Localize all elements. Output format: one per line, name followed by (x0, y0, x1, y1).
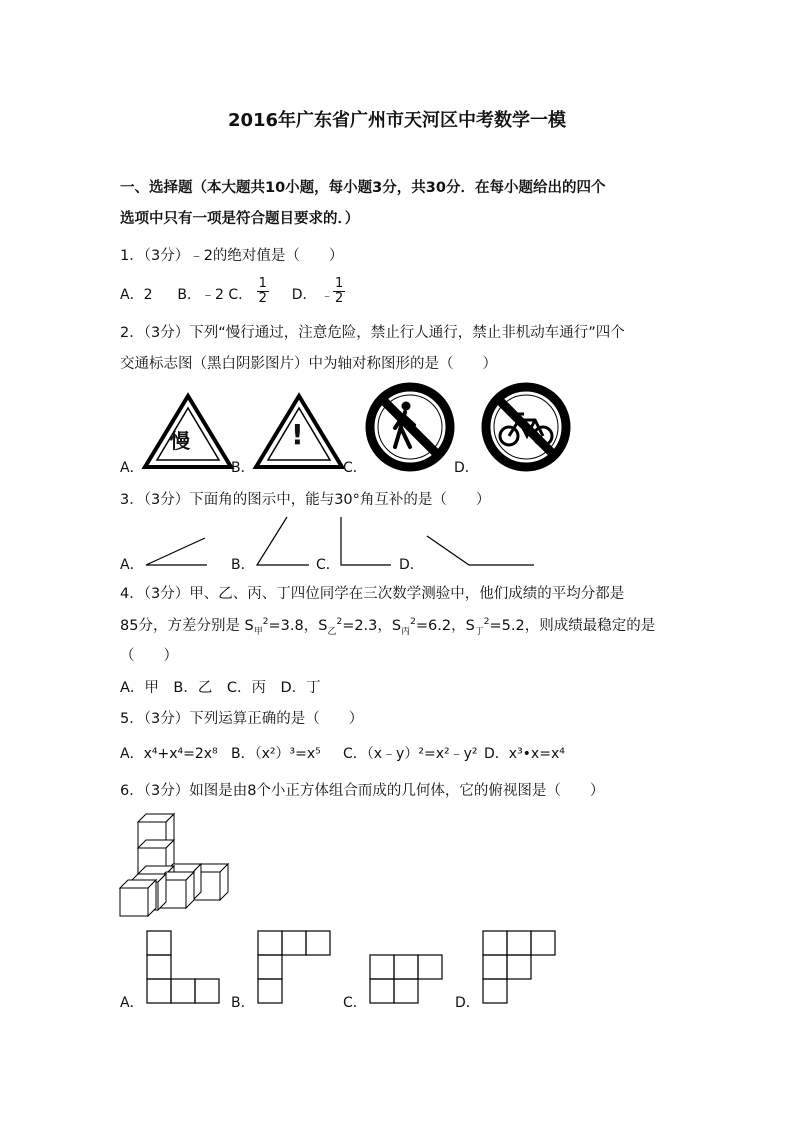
q4-sub-bing: 丙 (401, 626, 411, 637)
q4-text-pre: 85分，方差分别是 S (120, 618, 254, 634)
q5-option-a: A．x⁴+x⁴=2x⁸ (120, 746, 218, 762)
q4-val-1: =3.8，S (268, 618, 328, 634)
q6-label-d: D． (455, 995, 480, 1011)
q1-option-b: B．﹣2 (177, 287, 224, 303)
top-view-a-icon (147, 931, 219, 1003)
q4-sq-4: 2 (483, 617, 490, 628)
q1-d-numerator: 1 (335, 275, 344, 291)
q1-c-denominator: 2 (258, 290, 267, 306)
q6-label-a: A． (120, 995, 144, 1011)
section-heading-line2: 选项中只有一项是符合题目要求的．） (120, 211, 360, 227)
q2-stem-line2: 交通标志图（黑白阴影图片）中为轴对称图形的是（ ） (120, 356, 497, 372)
q4-sub-ding: 丁 (474, 626, 484, 637)
q3-label-c: C． (316, 557, 340, 573)
q4-options: A．甲 B．乙 C．丙 D．丁 (120, 680, 321, 696)
q4-sq-1: 2 (262, 617, 269, 628)
q5-stem: 5．（3分）下列运算正确的是（ ） (120, 711, 364, 727)
q2-stem-line1: 2．（3分）下列“慢行通过，注意危险，禁止行人通行，禁止非机动车通行”四个 (120, 325, 625, 341)
q2-label-b: B． (231, 460, 255, 476)
q3-label-a: A． (120, 557, 144, 573)
q4-val-4: =5.2，则成绩最稳定的是 (489, 618, 656, 634)
slow-sign-text: 慢 (170, 429, 190, 453)
top-view-c-icon (370, 955, 442, 1003)
q4-stem-line1: 4．（3分）甲、乙、丙、丁四位同学在三次数学测验中，他们成绩的平均分都是 (120, 586, 625, 602)
q1-stem: 1．（3分）﹣2的绝对值是（ ） (120, 248, 344, 264)
q2-label-a: A． (120, 460, 144, 476)
warning-sign-text: ! (291, 418, 304, 451)
q6-stem: 6．（3分）如图是由8个小正方体组合而成的几何体，它的俯视图是（ ） (120, 783, 605, 799)
section-heading-line1: 一、选择题（本大题共10小题，每小题3分，共30分．在每小题给出的四个 (120, 180, 606, 196)
q3-stem: 3．（3分）下面角的图示中，能与30°角互补的是（ ） (120, 492, 491, 508)
q1-option-c-label: C． (228, 287, 253, 303)
q4-val-3: =6.2，S (415, 618, 475, 634)
q1-d-sign: ﹣ (321, 288, 334, 302)
q4-sub-yi: 乙 (327, 626, 337, 637)
q2-label-c: C． (343, 460, 367, 476)
q6-label-b: B． (231, 995, 255, 1011)
q5-option-c: C．（x﹣y）²=x²﹣y² (343, 746, 478, 762)
q3-label-b: B． (231, 557, 255, 573)
q5-option-b: B．（x²）³=x⁵ (231, 746, 321, 762)
q1-option-d-label: D． (291, 287, 317, 303)
q6-label-c: C． (343, 995, 367, 1011)
q1-option-a: A．2 (120, 287, 153, 303)
top-view-d-icon (483, 931, 555, 1003)
q1-d-denominator: 2 (335, 290, 344, 306)
q4-val-2: =2.3，S (342, 618, 402, 634)
top-view-b-icon (258, 931, 330, 1003)
q4-sq-2: 2 (336, 617, 343, 628)
page-title: 2016年广东省广州市天河区中考数学一模 (227, 110, 567, 131)
q3-label-d: D． (399, 557, 424, 573)
q5-option-d: D．x³•x=x⁴ (484, 746, 565, 762)
q1-c-numerator: 1 (258, 275, 267, 291)
q4-sub-jia: 甲 (253, 626, 263, 637)
q4-sq-3: 2 (410, 617, 416, 628)
q4-stem-line3: （ ） (120, 648, 178, 664)
q2-label-d: D． (454, 460, 479, 476)
